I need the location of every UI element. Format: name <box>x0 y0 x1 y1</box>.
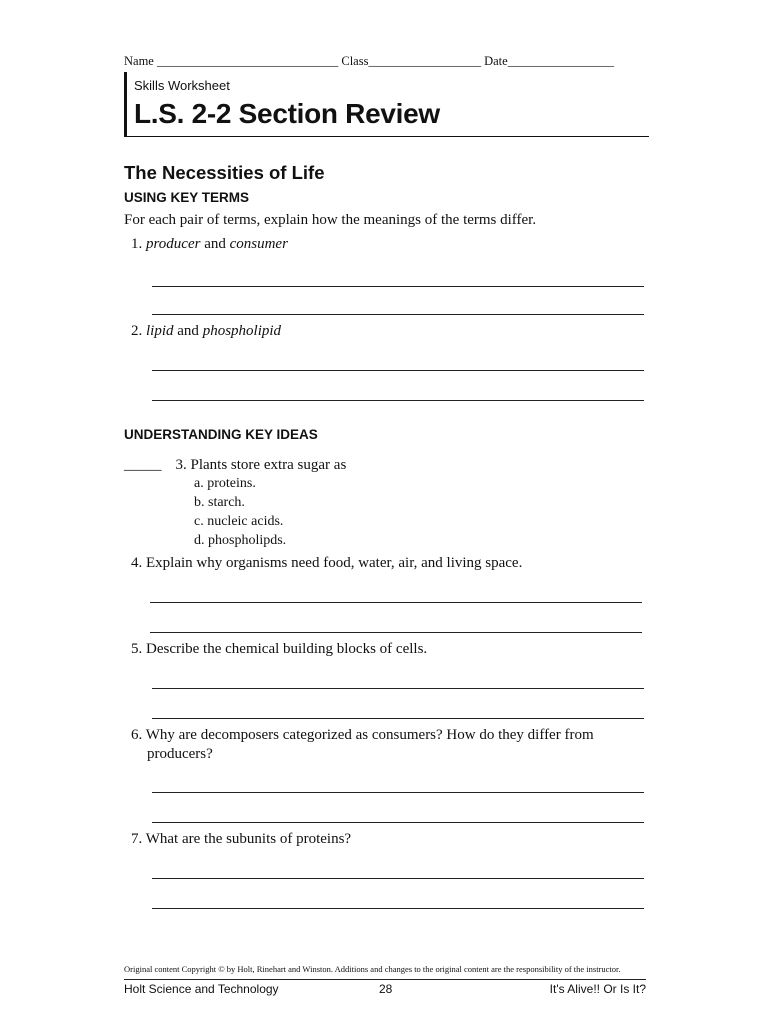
question-7: 7. What are the subunits of proteins? <box>131 831 352 847</box>
answer-line-q6-a[interactable] <box>152 792 644 793</box>
answer-line-q7-a[interactable] <box>152 878 644 879</box>
key-ideas-heading: UNDERSTANDING KEY IDEAS <box>124 427 318 442</box>
class-label: Class <box>341 54 369 68</box>
footer-unit-title: It's Alive!! Or Is It? <box>549 982 646 996</box>
q1-number: 1. <box>131 236 143 252</box>
q2-joiner: and <box>177 323 199 339</box>
question-4: 4. Explain why organisms need food, water, air, and living space. <box>131 555 523 571</box>
header-fields <box>124 54 614 69</box>
q2-term-b: phospholipid <box>202 323 282 339</box>
question-1 <box>131 236 288 253</box>
page-number: 28 <box>379 982 393 996</box>
q1-term-a: producer <box>146 236 201 252</box>
answer-line-q2-a[interactable] <box>152 370 644 371</box>
name-blank[interactable]: _____________________________ <box>156 54 339 68</box>
key-terms-heading: USING KEY TERMS <box>124 190 250 205</box>
answer-line-q6-b[interactable] <box>152 822 644 823</box>
q3-option-b: b. starch. <box>194 495 245 510</box>
date-label: Date <box>484 54 508 68</box>
q1-term-b: consumer <box>229 236 288 252</box>
page-title: L.S. 2-2 Section Review <box>134 98 440 129</box>
q3-option-d: d. phospholipds. <box>194 533 287 548</box>
q2-number: 2. <box>131 323 143 339</box>
answer-line-q1-a[interactable] <box>152 286 644 287</box>
answer-line-q4-a[interactable] <box>150 602 642 603</box>
answer-line-q4-b[interactable] <box>150 632 642 633</box>
question-3 <box>124 457 346 474</box>
date-blank[interactable]: _________________ <box>507 54 614 68</box>
footer-rule <box>124 979 646 980</box>
q3-answer-blank[interactable]: _____ <box>124 457 162 473</box>
answer-line-q2-b[interactable] <box>152 400 644 401</box>
q2-term-a: lipid <box>146 323 174 339</box>
answer-line-q5-b[interactable] <box>152 718 644 719</box>
question-2 <box>131 323 281 340</box>
answer-line-q5-a[interactable] <box>152 688 644 689</box>
key-terms-instructions: For each pair of terms, explain how the meanings of the terms differ. <box>124 212 537 228</box>
q1-joiner: and <box>204 236 226 252</box>
answer-line-q7-b[interactable] <box>152 908 644 909</box>
copyright-notice: Original content Copyright © by Holt, Rinehart and Winston. Additions and changes to the original content are the responsibility of the instructor. <box>124 964 621 974</box>
worksheet-kind: Skills Worksheet <box>134 78 230 93</box>
q3-option-c: c. nucleic acids. <box>194 514 284 529</box>
class-blank[interactable]: __________________ <box>368 54 481 68</box>
q3-text: 3. Plants store extra sugar as <box>175 457 347 473</box>
footer-publisher: Holt Science and Technology <box>124 982 279 996</box>
question-6-line-2: producers? <box>147 746 213 762</box>
question-5: 5. Describe the chemical building blocks of cells. <box>131 641 428 657</box>
section-title: The Necessities of Life <box>124 162 325 183</box>
answer-line-q1-b[interactable] <box>152 314 644 315</box>
question-6-line-1: 6. Why are decomposers categorized as consumers? How do they differ from <box>131 727 594 743</box>
name-label: Name <box>124 54 154 68</box>
q3-option-a: a. proteins. <box>194 476 256 491</box>
